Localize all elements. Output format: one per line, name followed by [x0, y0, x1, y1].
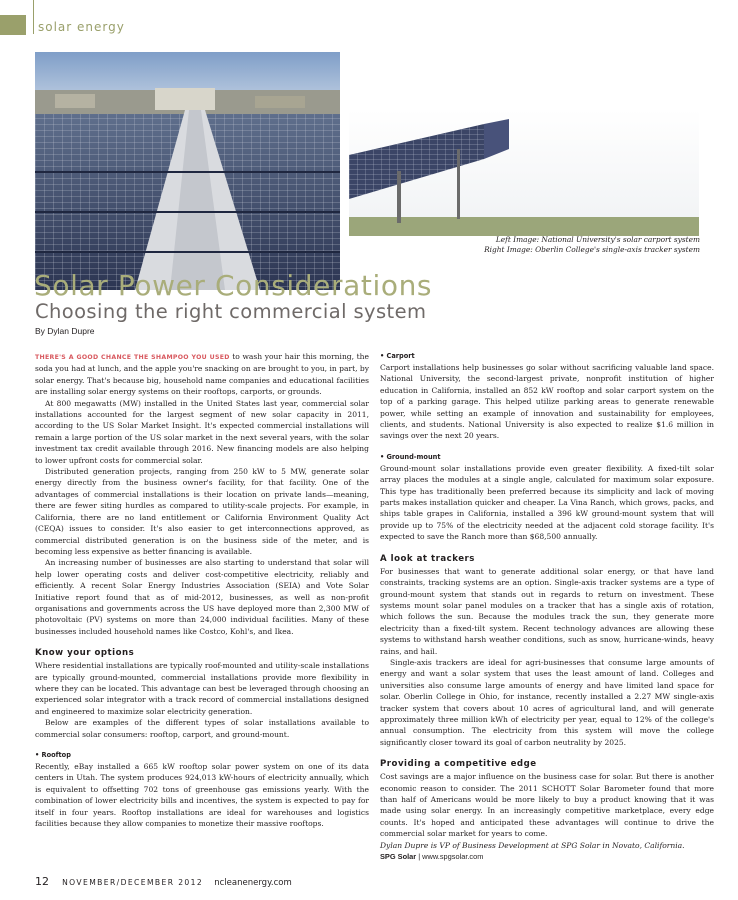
section-rule [33, 0, 34, 34]
tracker-photo [349, 109, 699, 236]
article-title: Solar Power Considerations [34, 269, 433, 302]
heading-rooftop: • Rooftop [35, 751, 71, 759]
section-tab [0, 15, 26, 35]
company-url: | www.spgsolar.com [416, 852, 484, 862]
heading-competitive-edge: Providing a competitive edge [380, 759, 537, 770]
paragraph: At 800 megawatts (MW) installed in the United States last year, commercial solar installations accounted for the largest segment of new solar capacity in 2011, according to the US Solar Market Insight. It's expected commercial installations will remain a large portion of the US solar market in the next several years, with the solar investment tax credit available through 2016. New financing models are also helping to lower upfront costs for commercial solar. [35, 398, 369, 465]
article-subtitle: Choosing the right commercial system [35, 300, 427, 323]
lead-in: THERE'S A GOOD CHANCE THE SHAMPOO YOU USED [35, 354, 230, 361]
right-column [380, 351, 714, 862]
paragraph: Recently, eBay installed a 665 kW rooftop solar power system on one of its data centers in Utah. The system produces 924,013 kW-hours of electricity annually, which is equivalent to offsetting 702 tons of greenhouse gas emissions yearly. With the combination of lower electricity bills and incentives, the system is expected to pay for itself in four years. Rooftop installations are ideal for warehouses and logistics facilities because they allow companies to monetize their massive rooftops. [35, 762, 369, 829]
caption-left: Left Image: National University's solar carport system [495, 235, 700, 244]
paragraph: Carport installations help businesses go solar without sacrificing valuable land space. National University, the second-largest private, nonprofit institution of higher education in California, installed an 852 kW rooftop and solar carport system on the top of a parking garage. This helped utilize parking areas to generate renewable power, while setting an example of innovation and sustainability for employees, clients, and students. National University is also expected to realize $1.6 million in savings over the next 20 years. [380, 363, 714, 441]
paragraph: Distributed generation projects, ranging from 250 kW to 5 MW, generate solar energy directly from the business owner's facility, for that facility. One of the advantages of commercial installations is their location on private lands—meaning, there are fewer siting hurdles as compared to utility-scale projects. For example, in California, there are no land entitlement or California Environment Quality Act (CEQA) issues to consider. It's also easier to get interconnections approved, as commercial distributed generation is on the business side of the meter, and is becoming less expensive as better financing is available. [35, 467, 369, 556]
paragraph: An increasing number of businesses are also starting to understand that solar will help lower operating costs and deliver cost-competitive electricity, reliably and efficiently. A recent Solar Energy Industries Association (SEIA) and Vote Solar Initiative report found that as of mid-2012, businesses, as well as non-profit organisations and governments across the US have deployed more than 2,300 MW of photovoltaic (PV) systems on more than 24,000 individual facilities. Many of these businesses included household names like Costco, Kohl's, and Ikea. [35, 558, 369, 636]
carport-photo [35, 52, 340, 290]
page-number: 12 [35, 875, 49, 888]
publication-site: ncleanenergy.com [214, 878, 292, 888]
issue-date: NOVEMBER/DECEMBER 2012 [62, 878, 204, 887]
author-bio: Dylan Dupre is VP of Business Development at SPG Solar in Novato, California. [380, 840, 685, 850]
paragraph: Cost savings are a major influence on the business case for solar. But there is another economic reason to consider. The 2011 SCHOTT Solar Barometer found that more than half of Americans would be more likely to buy a product knowing that it was made using solar energy. In an increasingly competitive marketplace, every edge counts. It's hoped and anticipated these advantages will continue to drive the commercial solar market for years to come. [380, 772, 714, 839]
caption-right: Right Image: Oberlin College's single-axis tracker system [484, 245, 700, 254]
heading-ground-mount: • Ground-mount [380, 452, 441, 461]
section-label: solar energy [38, 20, 125, 34]
paragraph: Single-axis trackers are ideal for agri-businesses that consume large amounts of energy and want a solar system that uses the least amount of land. Colleges and universities also consume large amounts of energy and have limited land space for solar. Oberlin College in Ohio, for instance, recently installed a 2.27 MW single-axis tracker system that covers about 10 acres of agricultural land, and will generate approximately three million kWh of electricity per year, equal to 12% of the college's annual consumption. The electricity from this system will move the college significantly closer toward its goal of carbon neutrality by 2025. [380, 657, 714, 747]
paragraph: Below are examples of the different types of solar installations available to commercial solar consumers: rooftop, carport, and ground-mount. [35, 718, 369, 739]
heading-know-your-options: Know your options [35, 648, 135, 659]
paragraph [35, 351, 369, 398]
left-column [35, 351, 369, 829]
byline: By Dylan Dupre [35, 326, 95, 336]
page-footer [35, 873, 292, 890]
heading-carport: • Carport [380, 352, 415, 360]
paragraph: For businesses that want to generate additional solar energy, or that have land constraints, tracking systems are an option. Single-axis tracker systems are a type of ground-mount system that stands out in regards to return on investment. These systems mount solar panel modules on a tracker that has a single axis of rotation, which follows the sun. Because the modules track the sun, they generate more electricity than a fixed-tilt system. Recent technology advances are allowing these systems to withstand harsh weather conditions, such as snow, hurricane-winds, heavy rains, and hail. [380, 566, 714, 656]
paragraph-text: to wash your hair this morning, the soda you had at lunch, and the apple you're snacking on are brought to you, in part, by solar energy. That's because big, household name companies and educational facilities are installing solar energy systems on their rooftops, carports, or grounds. [35, 352, 370, 397]
photo-caption [440, 235, 700, 255]
company-name: SPG Solar [380, 852, 417, 862]
company-credit [380, 851, 714, 862]
paragraph: Ground-mount solar installations provide even greater flexibility. A fixed-tilt solar array places the modules at a single angle, calculated for maximum solar exposure. This type has traditionally been preferred because its simplicity and lack of moving parts makes installation quicker and cheaper. La Vina Ranch, which grows, packs, and ships table grapes in California, installed a 396 kW ground-mount system that will provide up to 75% of the electricity needed at the adjacent cold storage facility. It's expected to save the Ranch more than $68,500 annually. [380, 463, 714, 542]
heading-trackers: A look at trackers [380, 553, 475, 564]
paragraph: Where residential installations are typically roof-mounted and utility-scale installations are typically ground-mounted, commercial installations provide more flexibility in where they can be located. This advantage can best be leveraged through choosing an experienced solar integrator with a track record of commercial installations designed and engineered to maximize solar electricity generation. [35, 661, 369, 716]
